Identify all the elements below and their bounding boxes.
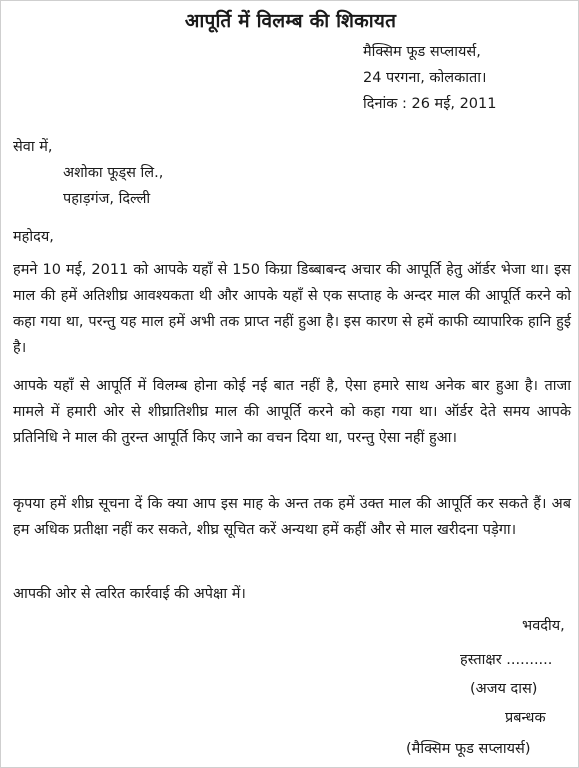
sender-address: 24 परगना, कोलकाता। bbox=[363, 70, 487, 86]
recipient-name: अशोका फूड्स लि., bbox=[63, 165, 164, 181]
paragraph-1: हमने 10 मई, 2011 को आपके यहाँ से 150 किग्रा डिब्बाबन्द अचार की आपूर्ति हेतु ऑर्डर भेजा था। इस माल की हमें अतिशीघ्र आवश्यकता थी और आपके यहाँ से एक सप्ताह के अन्दर माल की आपूर्ति करने को कहा गया था, परन्तु यह माल हमें अभी तक प्राप्त नहीं हुआ है। इस कारण से हमें काफी व्यापारिक हानि हुई है। bbox=[13, 262, 571, 356]
paragraph-4: आपकी ओर से त्वरित कार्रवाई की अपेक्षा में। bbox=[13, 586, 246, 602]
recipient-block bbox=[13, 134, 163, 212]
letter-title: आपूर्ति में विलम्ब की शिकायत bbox=[184, 10, 397, 32]
signature-label: हस्ताक्षर .......... bbox=[460, 652, 553, 668]
letter-date: दिनांक : 26 मई, 2011 bbox=[363, 96, 497, 112]
greeting: महोदय, bbox=[13, 229, 54, 245]
recipient-address: पहाड़गंज, दिल्ली bbox=[63, 191, 151, 207]
signer-name: (अजय दास) bbox=[470, 681, 538, 697]
signer-designation: प्रबन्धक bbox=[505, 710, 546, 726]
sender-block bbox=[363, 39, 496, 117]
signer-company: (मैक्सिम फूड सप्लायर्स) bbox=[406, 741, 531, 757]
recipient-prefix: सेवा में, bbox=[13, 139, 53, 155]
complimentary-close: भवदीय, bbox=[522, 618, 565, 634]
paragraph-3: कृपया हमें शीघ्र सूचना दें कि क्या आप इस माह के अन्त तक हमें उक्त माल की आपूर्ति कर सकते हैं। अब हम अधिक प्रतीक्षा नहीं कर सकते, शीघ्र सूचित करें अन्यथा हमें कहीं और से माल खरीदना पड़ेगा। bbox=[13, 496, 571, 538]
sender-name: मैक्सिम फूड सप्लायर्स, bbox=[363, 44, 481, 60]
paragraph-2: आपके यहाँ से आपूर्ति में विलम्ब होना कोई नई बात नहीं है, ऐसा हमारे साथ अनेक बार हुआ है। ताजा मामले में हमारी ओर से शीघ्रातिशीघ्र माल की आपूर्ति करने को कहा गया था। ऑर्डर देते समय आपके प्रतिनिधि ने माल की तुरन्त आपूर्ति किए जाने का वचन दिया था, परन्तु ऐसा नहीं हुआ। bbox=[13, 378, 571, 446]
